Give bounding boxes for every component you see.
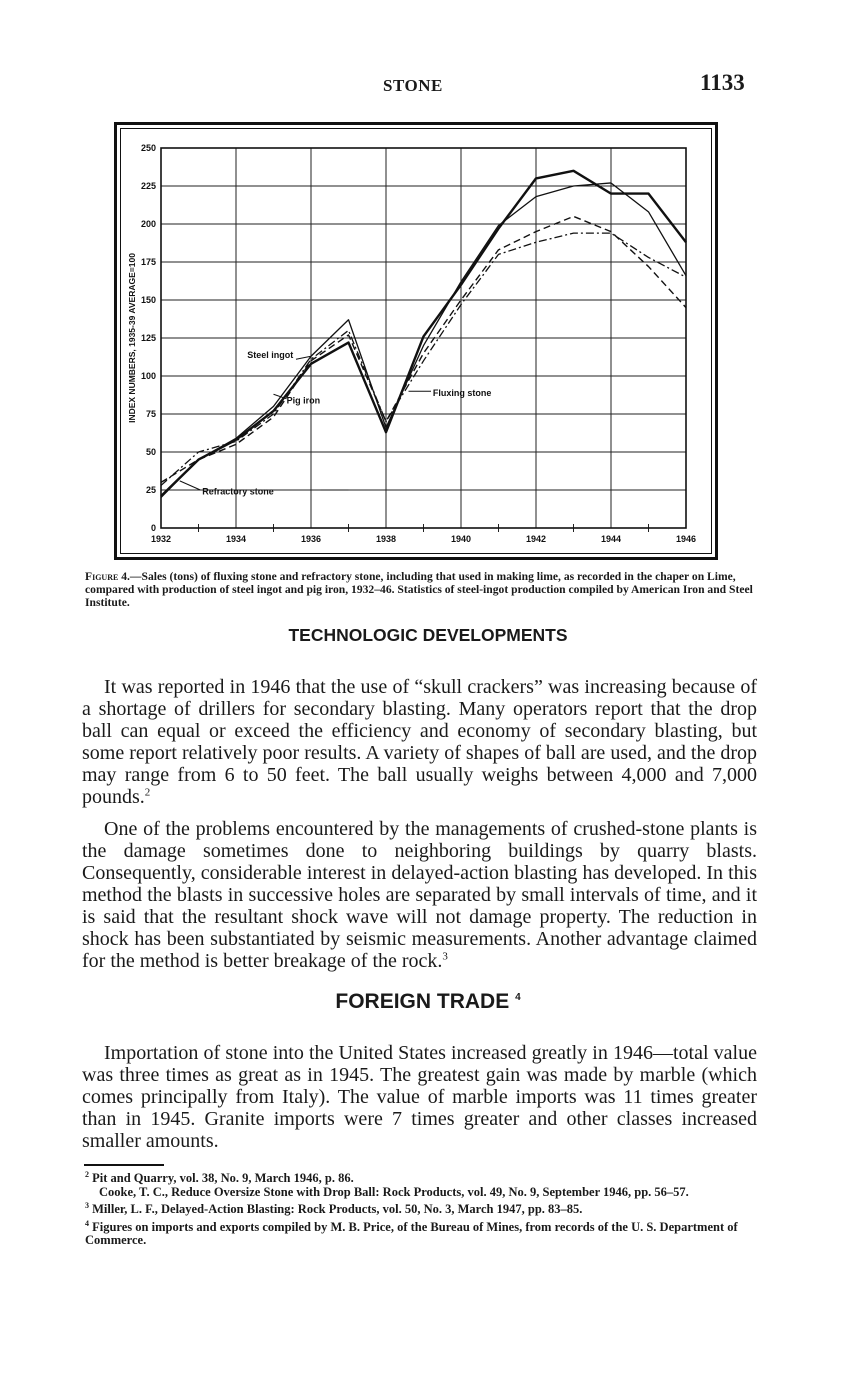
footnote-mark: 3: [85, 1200, 89, 1210]
y-tick-label: 150: [140, 295, 156, 305]
paragraph: [82, 1042, 757, 1152]
y-tick-label: 125: [140, 333, 156, 343]
running-head-title: STONE: [383, 76, 443, 95]
line-chart: [117, 125, 715, 557]
x-tick-label: 1944: [600, 534, 622, 544]
x-tick-label: 1940: [450, 534, 472, 544]
y-tick-label: 250: [140, 143, 156, 153]
footnote: [85, 1217, 763, 1248]
section-heading-technologic: TECHNOLOGIC DEVELOPMENTS: [288, 625, 568, 645]
footnote: [85, 1199, 763, 1217]
figure-caption-text: —Sales (tons) of fluxing stone and refractory stone, including that used in making lime, as recorded in the chaper on Lime, compared with production of steel ingot and pig iron, 1932–46. Statistics of steel-ingot production compiled by American Iron and Steel Institute.: [85, 570, 753, 609]
y-tick-label: 75: [145, 409, 156, 419]
series-label: Refractory stone: [202, 486, 274, 497]
paragraph-text: It was reported in 1946 that the use of “skull crackers” was increasing because of a shortage of drillers for secondary blasting. Many operators report that the drop ball can equal or exceed the efficiency and economy of secondary blasting, but some report relatively poor results. A variety of shapes of ball are used, and the drop may range from 6 to 50 feet. The ball usually weighs between 4,000 and 7,000 pounds.: [82, 676, 757, 808]
y-tick-label: 50: [145, 447, 156, 457]
annotation-leader-line: [180, 481, 201, 490]
footnotes: [85, 1168, 763, 1248]
page-number: 1133: [700, 70, 745, 95]
footnote-text: Figures on imports and exports compiled by M. B. Price, of the Bureau of Mines, from records of the U. S. Department of Commerce.: [85, 1219, 738, 1248]
x-tick-label: 1938: [375, 534, 397, 544]
series-label: Steel ingot: [247, 349, 294, 360]
running-head: [0, 70, 856, 100]
figure-frame: [114, 122, 718, 560]
series-line-pig-iron: [161, 216, 686, 482]
figure-caption: [85, 570, 765, 609]
series-line-refractory-stone: [161, 233, 686, 485]
y-tick-label: 175: [140, 257, 156, 267]
footnote-rule: [84, 1164, 164, 1166]
paragraph: [82, 818, 757, 972]
y-tick-label: 200: [140, 219, 156, 229]
y-tick-label: 225: [140, 181, 156, 191]
y-tick-label: 25: [145, 485, 156, 495]
series-label: Pig iron: [286, 395, 321, 406]
x-tick-label: 1946: [675, 534, 697, 544]
footnote: [85, 1186, 763, 1199]
x-tick-label: 1936: [300, 534, 322, 544]
x-tick-label: 1934: [225, 534, 247, 544]
y-axis-label: INDEX NUMBERS, 1935-39 AVERAGE=100: [127, 253, 137, 423]
footnote-mark: 2: [85, 1170, 89, 1179]
footnote-ref: 3: [442, 950, 448, 963]
footnote-mark: 4: [85, 1218, 89, 1228]
y-tick-label: 0: [150, 523, 156, 533]
section-heading-foreign-trade: [0, 990, 856, 1014]
x-tick-label: 1932: [150, 534, 172, 544]
figure-caption-label: Figure 4.: [85, 570, 130, 583]
y-tick-label: 100: [140, 371, 156, 381]
series-line-fluxing-stone: [161, 171, 686, 496]
paragraph-text: One of the problems encountered by the managements of crushed-stone plants is the damage sometimes done to neighboring buildings by quarry blasts. Consequently, considerable interest in delayed-action blasting has developed. In this method the blasts in successive holes are separated by small intervals of time, and it is said that the resultant shock wave will not damage property. The reduction in shock has been substantiated by seismic measurements. Another advantage claimed for the method is better breakage of the rock.: [82, 818, 757, 972]
x-tick-label: 1942: [525, 534, 547, 544]
footnote-ref: 2: [144, 786, 151, 799]
footnote-ref: 4: [515, 992, 521, 1003]
series-label: Fluxing stone: [432, 387, 492, 398]
paragraph: [82, 676, 757, 808]
footnote: [85, 1168, 763, 1186]
footnote-text: Pit and Quarry, vol. 38, No. 9, March 1946, p. 86.: [92, 1171, 354, 1186]
heading-text: FOREIGN TRADE: [335, 990, 510, 1013]
paragraph-text: Importation of stone into the United States increased greatly in 1946—total value was three times as great as in 1945. The greatest gain was made by marble (which comes principally from Italy). The value of marble imports was 11 times greater than in 1945. Granite imports were 7 times greater and other classes increased smaller amounts.: [82, 1042, 757, 1152]
footnote-text: Miller, L. F., Delayed-Action Blasting: Rock Products, vol. 50, No. 3, March 1947, pp. 83–85.: [92, 1202, 583, 1217]
footnote-text: Cooke, T. C., Reduce Oversize Stone with Drop Ball: Rock Products, vol. 49, No. 9, September 1946, pp. 56–57.: [99, 1184, 689, 1199]
